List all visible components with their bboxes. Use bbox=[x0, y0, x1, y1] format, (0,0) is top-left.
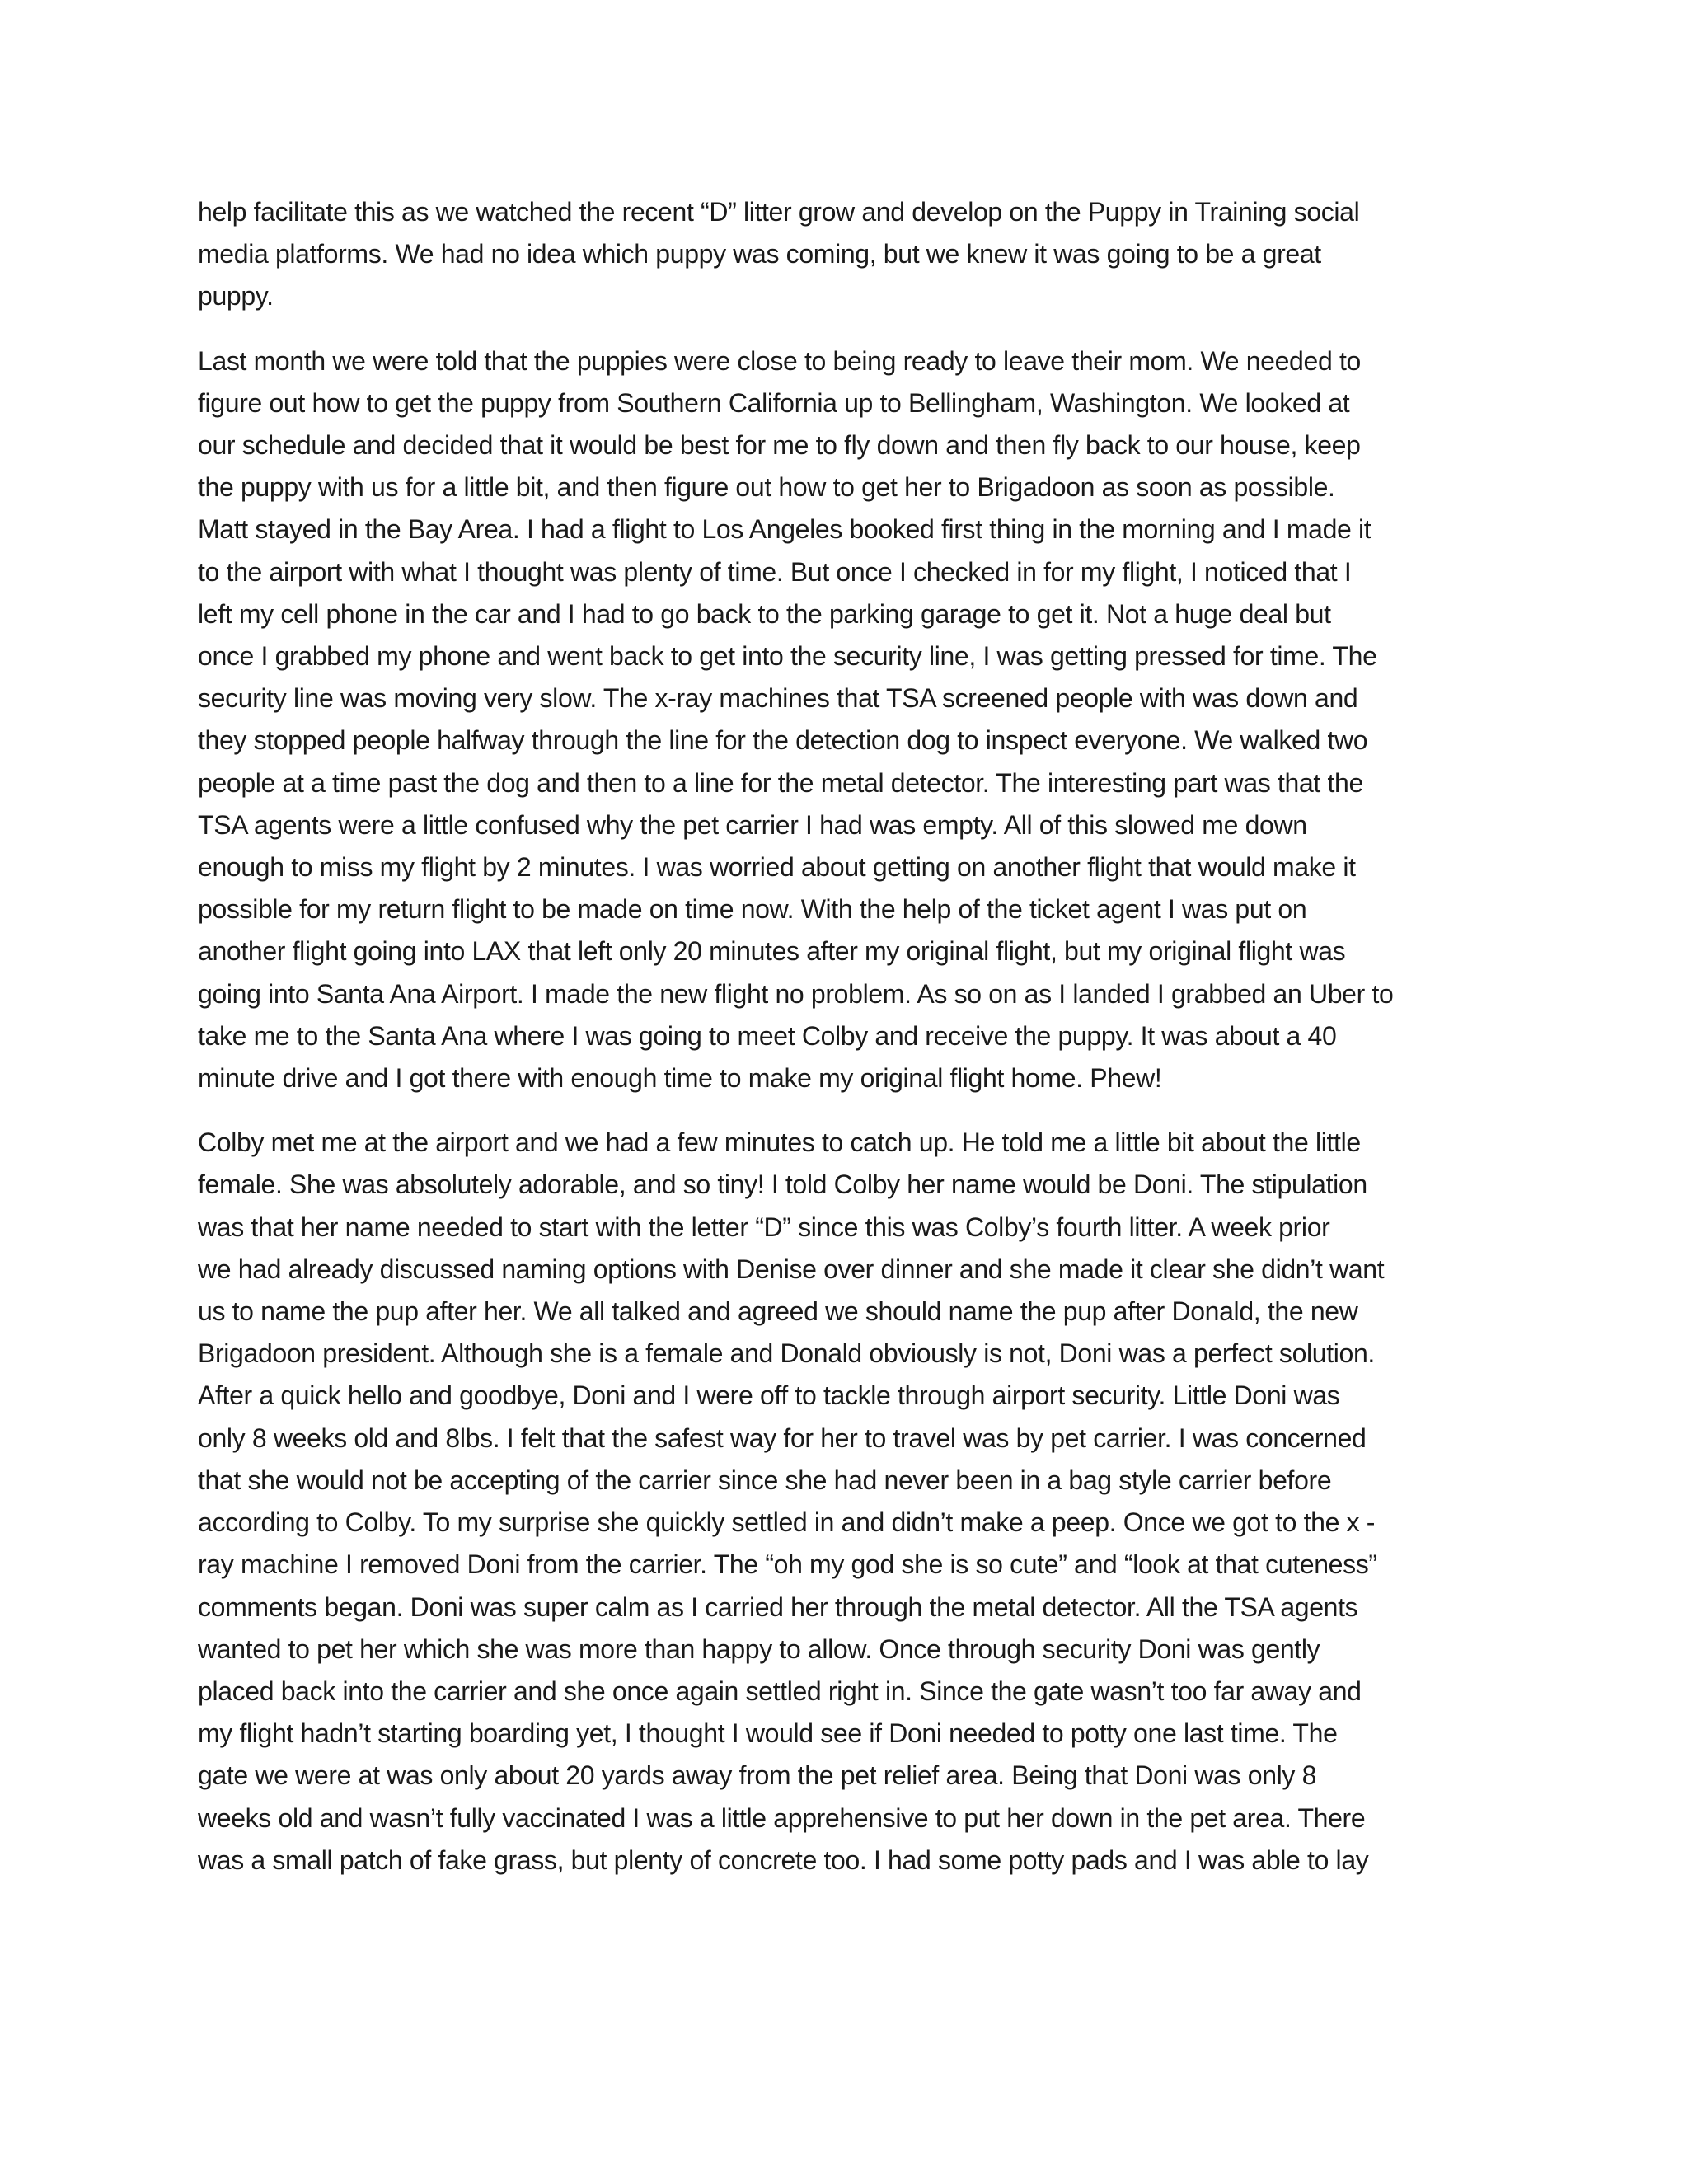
text-line: gate we were at was only about 20 yards away from the pet relief area. Being that Doni was only 8 bbox=[198, 1760, 1317, 1791]
text-line: that she would not be accepting of the carrier since she had never been in a bag style carrier before bbox=[198, 1465, 1332, 1495]
text-line: we had already discussed naming options with Denise over dinner and she made it clear she didn’t want bbox=[198, 1254, 1385, 1284]
text-line: was a small patch of fake grass, but plenty of concrete too. I had some potty pads and I was able to lay bbox=[198, 1844, 1369, 1875]
document-page bbox=[198, 191, 1492, 1904]
text-line: security line was moving very slow. The x-ray machines that TSA screened people with was down and bbox=[198, 683, 1358, 714]
text-line: media platforms. We had no idea which puppy was coming, but we knew it was going to be a great bbox=[198, 239, 1321, 269]
text-line: help facilitate this as we watched the recent “D” litter grow and develop on the Puppy in Training social bbox=[198, 197, 1360, 227]
text-line: take me to the Santa Ana where I was going to meet Colby and receive the puppy. It was about a 40 bbox=[198, 1020, 1337, 1051]
text-line: After a quick hello and goodbye, Doni and I were off to tackle through airport security. Little Doni was bbox=[198, 1380, 1340, 1411]
paragraph-3 bbox=[198, 1122, 1492, 1882]
text-line: according to Colby. To my surprise she quickly settled in and didn’t make a peep. Once we got to the x - bbox=[198, 1507, 1376, 1538]
text-line: ray machine I removed Doni from the carrier. The “oh my god she is so cute” and “look at that cuteness” bbox=[198, 1549, 1377, 1580]
text-line: they stopped people halfway through the line for the detection dog to inspect everyone. We walked two bbox=[198, 725, 1368, 756]
text-line: my flight hadn’t starting boarding yet, I thought I would see if Doni needed to potty one last time. The bbox=[198, 1718, 1338, 1749]
text-line: people at a time past the dog and then to a line for the metal detector. The interesting part was that the bbox=[198, 767, 1363, 798]
text-line: was that her name needed to start with the letter “D” since this was Colby’s fourth litter. A week prior bbox=[198, 1212, 1330, 1242]
text-line: going into Santa Ana Airport. I made the new flight no problem. As so on as I landed I grabbed an Uber to bbox=[198, 978, 1394, 1009]
text-line: enough to miss my flight by 2 minutes. I was worried about getting on another flight that would make it bbox=[198, 852, 1356, 883]
text-line: possible for my return flight to be made on time now. With the help of the ticket agent I was put on bbox=[198, 894, 1307, 925]
text-line: left my cell phone in the car and I had to go back to the parking garage to get it. Not a huge deal but bbox=[198, 598, 1331, 629]
text-line: Brigadoon president. Although she is a female and Donald obviously is not, Doni was a perfect solution. bbox=[198, 1338, 1375, 1369]
text-line: once I grabbed my phone and went back to get into the security line, I was getting pressed for time. The bbox=[198, 641, 1377, 672]
text-line: figure out how to get the puppy from Southern California up to Bellingham, Washington. We looked at bbox=[198, 387, 1350, 418]
text-line: Colby met me at the airport and we had a few minutes to catch up. He told me a little bit about the little bbox=[198, 1127, 1361, 1158]
text-line: female. She was absolutely adorable, and so tiny! I told Colby her name would be Doni. The stipulation bbox=[198, 1169, 1367, 1200]
text-line: weeks old and wasn’t fully vaccinated I was a little apprehensive to put her down in the pet area. There bbox=[198, 1802, 1366, 1833]
text-line: Matt stayed in the Bay Area. I had a flight to Los Angeles booked first thing in the morning and I made it bbox=[198, 514, 1372, 545]
paragraph-1 bbox=[198, 191, 1492, 318]
paragraph-2 bbox=[198, 340, 1492, 1100]
text-line: TSA agents were a little confused why the pet carrier I had was empty. All of this slowed me down bbox=[198, 809, 1307, 840]
text-line: placed back into the carrier and she once again settled right in. Since the gate wasn’t too far away and bbox=[198, 1675, 1362, 1706]
text-line: only 8 weeks old and 8lbs. I felt that the safest way for her to travel was by pet carrier. I was concerned bbox=[198, 1422, 1367, 1453]
text-line: wanted to pet her which she was more than happy to allow. Once through security Doni was gently bbox=[198, 1633, 1320, 1664]
text-line: comments began. Doni was super calm as I carried her through the metal detector. All the TSA agents bbox=[198, 1591, 1358, 1622]
text-line: our schedule and decided that it would be best for me to fly down and then fly back to our house, keep bbox=[198, 430, 1361, 461]
text-line: another flight going into LAX that left only 20 minutes after my original flight, but my original flight was bbox=[198, 936, 1346, 967]
text-line: us to name the pup after her. We all talked and agreed we should name the pup after Donald, the new bbox=[198, 1296, 1358, 1327]
text-line: minute drive and I got there with enough time to make my original flight home. Phew! bbox=[198, 1063, 1162, 1094]
text-line: to the airport with what I thought was plenty of time. But once I checked in for my flight, I noticed that I bbox=[198, 556, 1352, 587]
text-line: the puppy with us for a little bit, and then figure out how to get her to Brigadoon as soon as possible. bbox=[198, 472, 1335, 503]
text-line: puppy. bbox=[198, 281, 274, 312]
text-line: Last month we were told that the puppies were close to being ready to leave their mom. We needed to bbox=[198, 345, 1361, 376]
